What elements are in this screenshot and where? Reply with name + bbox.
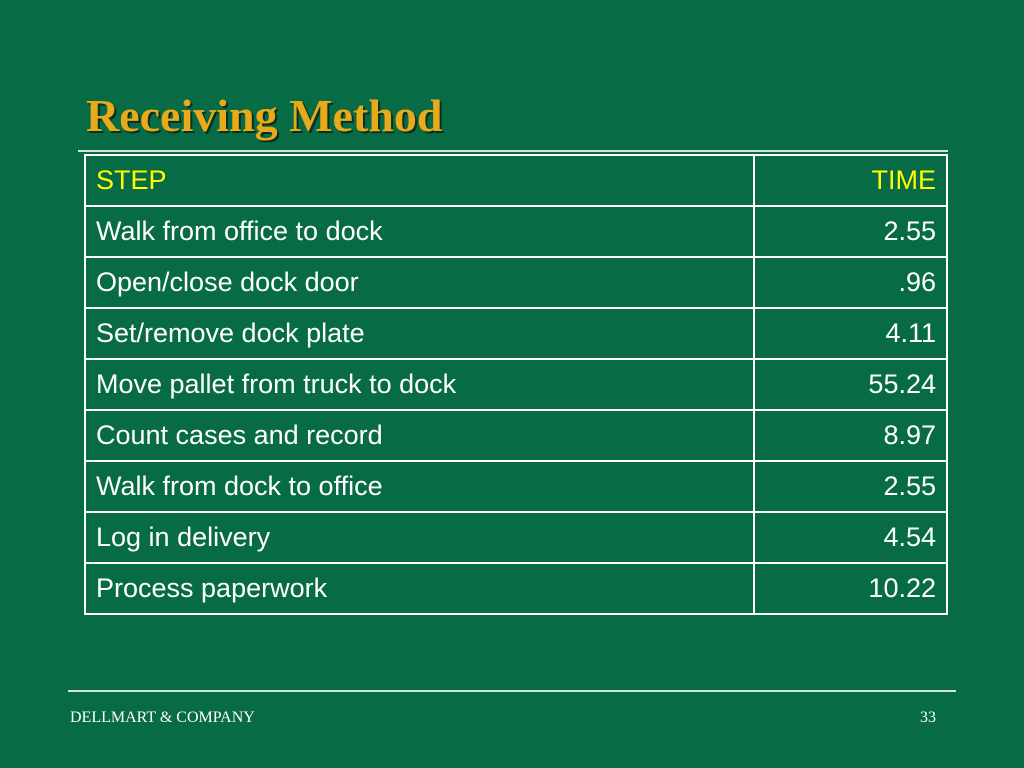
time-cell: 4.54 bbox=[754, 512, 947, 563]
time-cell: 2.55 bbox=[754, 461, 947, 512]
time-cell: 2.55 bbox=[754, 206, 947, 257]
step-cell: Open/close dock door bbox=[85, 257, 754, 308]
table-row bbox=[85, 206, 947, 257]
time-cell: 8.97 bbox=[754, 410, 947, 461]
time-cell: 10.22 bbox=[754, 563, 947, 614]
step-cell: Count cases and record bbox=[85, 410, 754, 461]
slide-title: Receiving Method bbox=[86, 90, 443, 141]
step-cell: Walk from office to dock bbox=[85, 206, 754, 257]
receiving-steps-table bbox=[84, 154, 948, 615]
table-row bbox=[85, 461, 947, 512]
header-time: TIME bbox=[754, 155, 947, 206]
table-row bbox=[85, 257, 947, 308]
footer-company: DELLMART & COMPANY bbox=[70, 709, 255, 726]
time-cell: .96 bbox=[754, 257, 947, 308]
step-cell: Move pallet from truck to dock bbox=[85, 359, 754, 410]
header-step: STEP bbox=[85, 155, 754, 206]
table-row bbox=[85, 512, 947, 563]
table-row bbox=[85, 410, 947, 461]
step-cell: Log in delivery bbox=[85, 512, 754, 563]
table-row bbox=[85, 308, 947, 359]
step-cell: Set/remove dock plate bbox=[85, 308, 754, 359]
page-number: 33 bbox=[920, 709, 936, 726]
table-row bbox=[85, 359, 947, 410]
step-cell: Process paperwork bbox=[85, 563, 754, 614]
table-header-row bbox=[85, 155, 947, 206]
title-divider bbox=[78, 150, 948, 152]
step-cell: Walk from dock to office bbox=[85, 461, 754, 512]
table-row bbox=[85, 563, 947, 614]
footer-divider bbox=[68, 690, 956, 692]
time-cell: 55.24 bbox=[754, 359, 947, 410]
time-cell: 4.11 bbox=[754, 308, 947, 359]
